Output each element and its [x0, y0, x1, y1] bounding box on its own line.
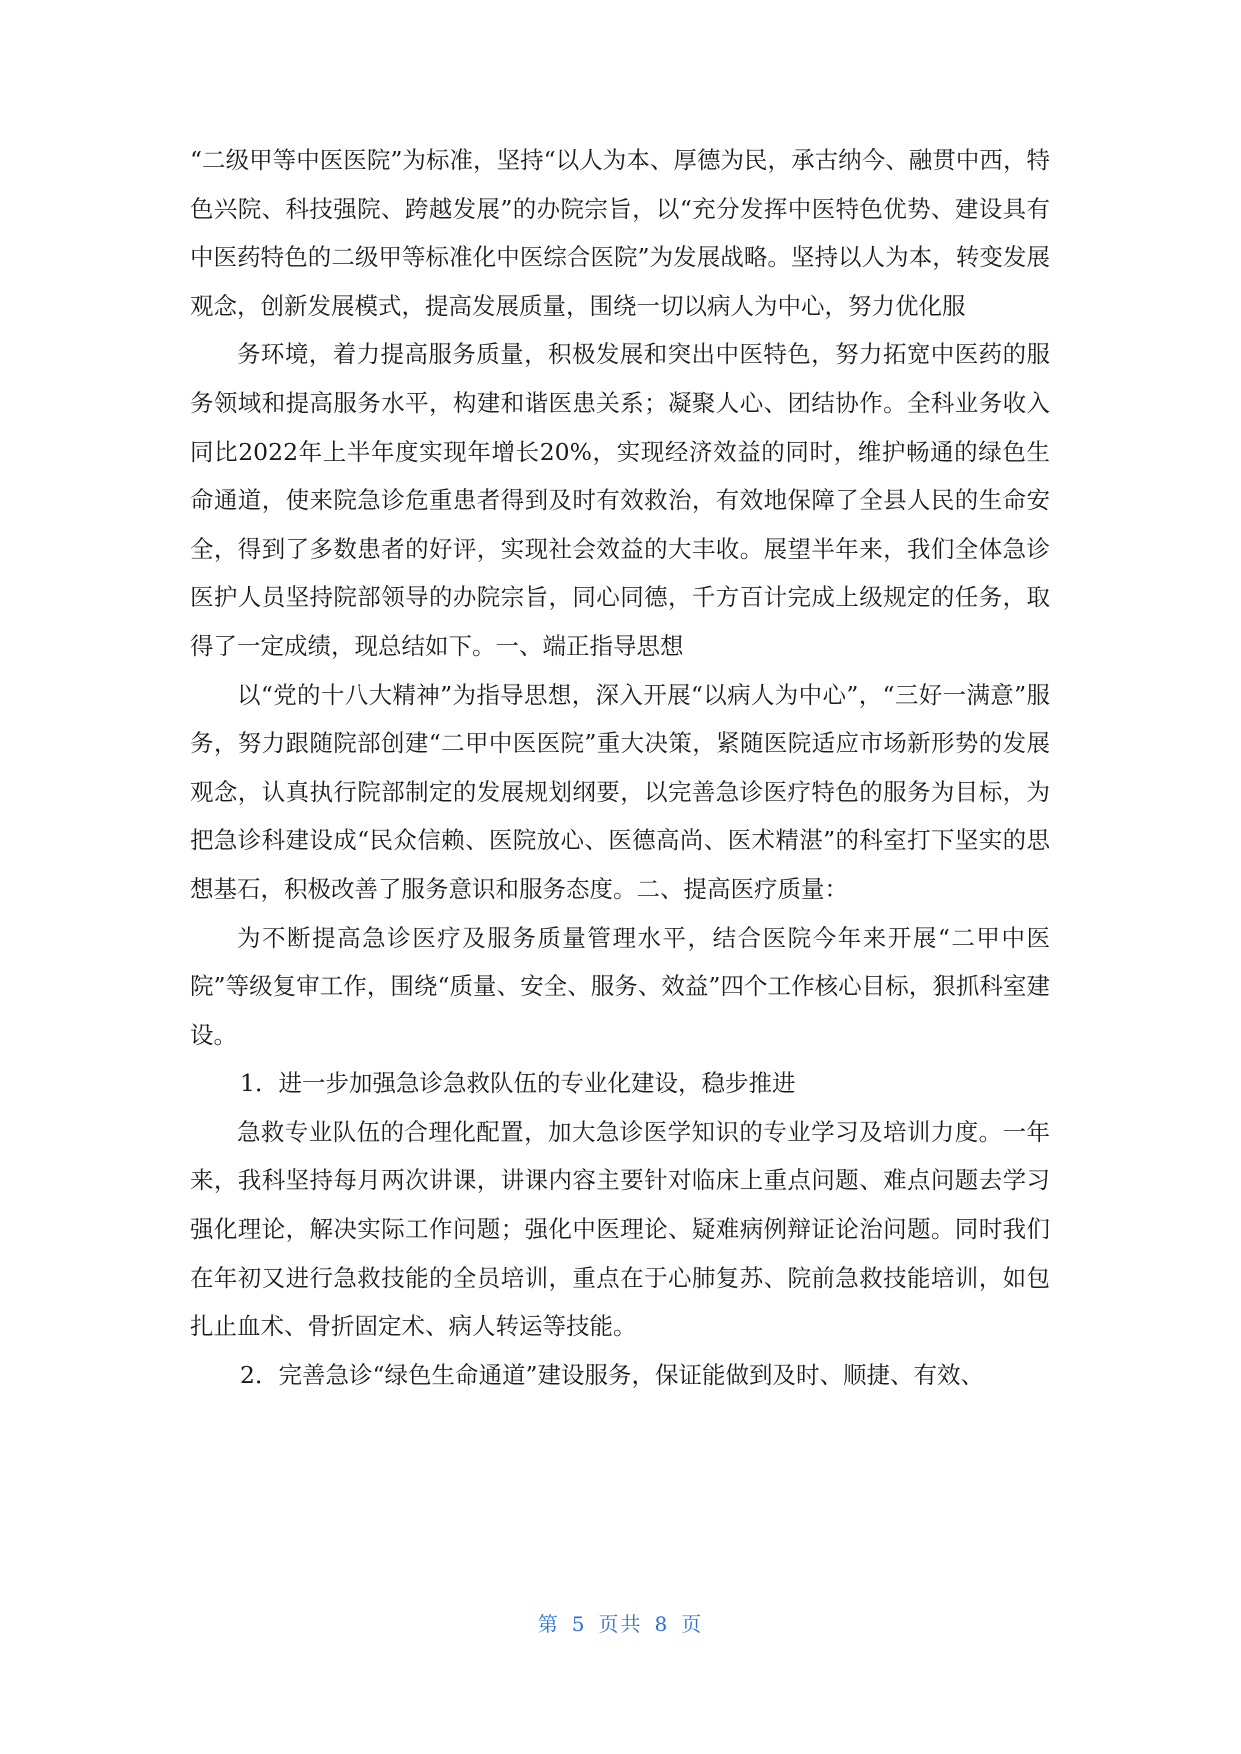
paragraph-1: “二级甲等中医医院”为标准，坚持“以人为本、厚德为民，承古纳今、融贯中西，特色兴院、科技强院、跨越发展”的办院宗旨，以“充分发挥中医特色优势、建设具有中医药特色的二级甲等标准化中医综合医院”为发展战略。坚持以人为本，转变发展观念，创新发展模式，提高发展质量，围绕一切以病人为中心，努力优化服: [190, 146, 1050, 320]
document-body: [190, 136, 1050, 1399]
footer-current-page: 5: [571, 1612, 587, 1636]
paragraph-6: 急救专业队伍的合理化配置，加大急诊医学知识的专业学习及培训力度。一年来，我科坚持每月两次讲课，讲课内容主要针对临床上重点问题、难点问题去学习强化理论，解决实际工作问题；强化中医理论、疑难病例辩证论治问题。同时我们在年初又进行急救技能的全员培训，重点在于心肺复苏、院前急救技能培训，如包扎止血术、骨折固定术、病人转运等技能。: [190, 1117, 1050, 1341]
footer-label-page: 第: [537, 1612, 560, 1636]
footer-label-of: 页共: [598, 1612, 643, 1636]
footer-label-end: 页: [681, 1612, 704, 1636]
list-item-1: 1．进一步加强急诊急救队伍的专业化建设，稳步推进: [240, 1069, 796, 1098]
paragraph-2: 务环境，着力提高服务质量，积极发展和突出中医特色，努力拓宽中医药的服务领域和提高服务水平，构建和谐医患关系；凝聚人心、团结协作。全科业务收入同比2022年上半年度实现年增长20%，实现经济效益的同时，维护畅通的绿色生命通道，使来院急诊危重患者得到及时有效救治，有效地保障了全县人民的生命安全，得到了多数患者的好评，实现社会效益的大丰收。展望半年来，我们全体急诊医护人员坚持院部领导的办院宗旨，同心同德，千方百计完成上级规定的任务，取得了一定成绩，现总结如下。一、端正指导思想: [190, 340, 1050, 660]
paragraph-4: 为不断提高急诊医疗及服务质量管理水平，结合医院今年来开展“二甲中医院”等级复审工作，围绕“质量、安全、服务、效益”四个工作核心目标，狠抓科室建设。: [190, 923, 1050, 1049]
page-footer: [0, 1608, 1241, 1637]
list-item-2: 2．完善急诊“绿色生命通道”建设服务，保证能做到及时、顺捷、有效、: [240, 1360, 984, 1389]
paragraph-3: 以“党的十八大精神”为指导思想，深入开展“以病人为中心”，“三好一满意”服务，努力跟随院部创建“二甲中医医院”重大决策，紧随医院适应市场新形势的发展观念，认真执行院部制定的发展规划纲要，以完善急诊医疗特色的服务为目标，为把急诊科建设成“民众信赖、医院放心、医德高尚、医术精湛”的科室打下坚实的思想基石，积极改善了服务意识和服务态度。二、提高医疗质量：: [190, 680, 1050, 903]
footer-total-pages: 8: [654, 1612, 670, 1636]
